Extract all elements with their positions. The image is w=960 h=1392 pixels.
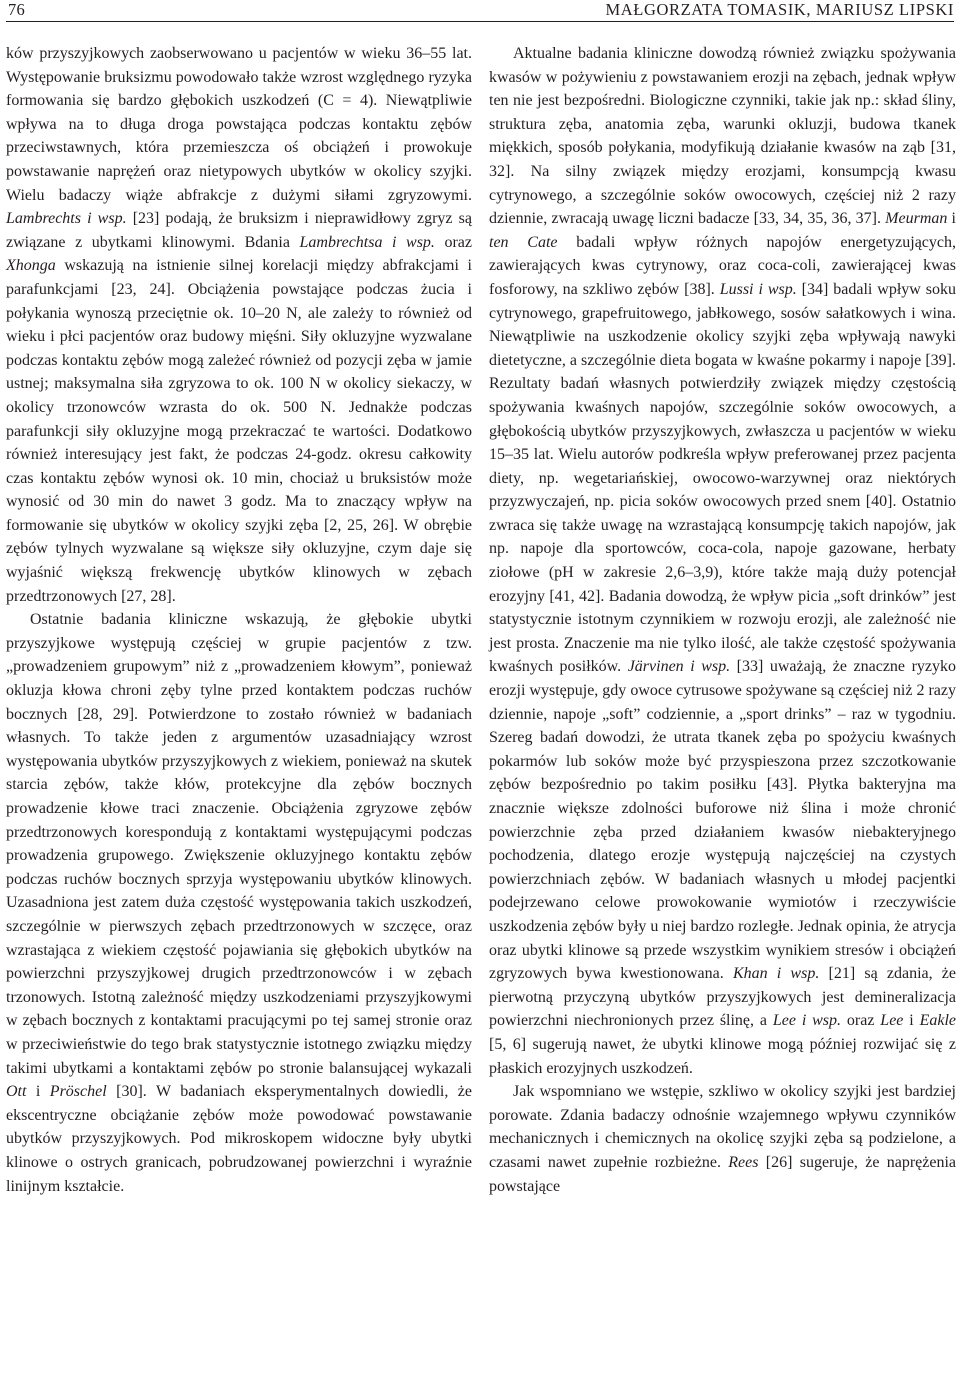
- text-run: wskazują na istnienie silnej korelacji między abfrakcjami i parafunkcjami [23, 24]. Obciążenia powstające podczas żucia i połykania wynoszą przeciętnie ok. 10–20 N, ale zależy to również od wieku i płci pacjentów oraz budowy mięśni. Siły okluzyjne wyzwalane podczas kontaktu zębów mogą zależeć również od pozycji zęba w jamie ustnej; maksymalna siła zgryzowa to ok. 100 N w okolicy siekaczy, w okolicy trzonowców wzrasta do ok. 500 N. Jednakże podczas parafunkcji siły okluzyjne mogą przekraczać te wartości. Dodatkowo również interesujący jest fakt, że podczas 24-godz. okresu całkowity czas kontaktu zębów wynosi ok. 10 min, chociaż u bruksistów może wynosić od 30 min do nawet 3 godz. Ma to znaczący wpływ na formowanie się ubytków w okolicy szyjki zęba [2, 25, 26]. W obrębie zębów tylnych wyzwalane są większe siły okluzyjne, czym daje się wyjaśnić większą frekwencję ubytków klinowych w zębach przedtrzonowych [27, 28].: [6, 257, 472, 605]
- text-run: oraz: [434, 233, 473, 251]
- text-run: [21] są zdania, że pierwotną przyczyną ubytków przyszyjkowych jest demineralizacja powierzchni niechronionych przez ślinę, a: [489, 965, 957, 1030]
- text-run: [5, 6] sugerują nawet, że ubytki klinowe mogą później rozwijać się z płaskich erozyjnych uszkodzeń.: [489, 1035, 956, 1077]
- text-run: [30]. W badaniach eksperymentalnych dowiedli, że ekscentryczne obciążanie zębów może powodować powstawanie ubytków przyszyjkowych. Pod mikroskopem widoczne były ubytki klinowe o ostrych granicach, pobrudzowanej powierzchni i wyraźnie linijnym kształcie.: [6, 1083, 472, 1195]
- text-run: i: [903, 1012, 920, 1030]
- text-run: i: [26, 1083, 50, 1101]
- citation-author: Pröschel: [49, 1083, 107, 1101]
- text-run: [26] sugeruje, że naprężenia powstające: [489, 1153, 956, 1195]
- text-run: ków przyszyjkowych zaobserwowano u pacjentów w wieku 36–55 lat. Występowanie bruksizmu powodowało także wzrost względnego ryzyka formowania się bardzo głębokich uszkodzeń (C = 4). Niewątpliwie wpływa na to długa droga powstająca podczas kontaktu zębów przeciwstawnych, która przemieszcza oś obciążeń i prowokuje powstawanie naprężeń oraz nietypowych ubytków w okolicy szyjki. Wielu badaczy wiąże abfrakcje z dużymi siłami zgryzowymi.: [6, 45, 472, 204]
- citation-author: Ott: [6, 1083, 27, 1101]
- citation-author: Järvinen i wsp.: [627, 658, 731, 676]
- citation-author: Lambrechts i wsp.: [6, 210, 127, 228]
- paragraph: [6, 42, 472, 608]
- header-rule: [6, 21, 954, 22]
- page-header: [8, 0, 954, 22]
- text-run: Jak wspomniano we wstępie, szkliwo w okolicy szyjki jest bardziej porowate. Zdania badaczy odnośnie wzajemnego wpływu czynników mechanicznych i chemicznych na okolicę szyjki zęba są podzielone, a czasami nawet zupełnie rozbieżne.: [489, 1083, 956, 1171]
- paragraph: [489, 42, 956, 1080]
- citation-author: ten Cate: [489, 233, 558, 251]
- citation-author: Lussi i wsp.: [719, 280, 797, 298]
- running-header-authors: MAŁGORZATA TOMASIK, MARIUSZ LIPSKI: [605, 0, 954, 19]
- page-number: 76: [8, 0, 25, 19]
- text-run: [34] badali wpływ soku cytrynowego, grapefruitowego, jabłkowego, sosów sałatkowych i wina. Niewątpliwie na uszkodzenie okolicy szyjki zęba wpływają nawyki dietetyczne, a szczególnie dieta bogata w kwaśne pokarmy i napoje [39]. Rezultaty badań własnych potwierdziły związek między częstością spożywania kwaśnych napojów, szczególnie soków owocowych, a głębokością ubytków przyszyjkowych, zwłaszcza u pacjentów w wieku 15–35 lat. Wielu autorów podkreśla wpływ preferowanej przez pacjenta diety, np. wegetariańskiej, owocowo-warzywnej oraz niektórych przyzwyczajeń, np. picia soków owocowych przed snem [40]. Ostatnio zwraca się także uwagę na wzrastającą konsumpcję takich napojów, jak np. napoje dla sportowców, coca-cola, napoje gazowane, herbaty ziołowe (pH w zakresie 2,6–3,9), które także mają duży potencjał erozyjny [41, 42]. Badania dowodzą, że wpływ picia „soft drinków” jest statystycznie istotnym czynnikiem w rozwoju erozji, ale zależność nie jest prosta. Znaczenie ma nie tylko ilość, ale także częstość spożywania kwaśnych posiłków.: [489, 280, 956, 676]
- citation-author: Eakle: [919, 1012, 956, 1030]
- citation-author: Lambrechtsa i wsp.: [299, 233, 435, 251]
- citation-author: Meurman: [885, 210, 948, 228]
- citation-author: Khan i wsp.: [732, 965, 820, 983]
- right-column: [489, 42, 956, 1198]
- text-run: badali wpływ różnych napojów energetyzujących, zawierających kwas cytrynowy, oraz coca-coli, zawierającej kwas fosforowy, na szkliwo zębów [38].: [489, 233, 956, 298]
- citation-author: Rees: [728, 1153, 759, 1171]
- text-run: oraz: [841, 1012, 881, 1030]
- citation-author: Lee: [880, 1012, 904, 1030]
- citation-author: Lee i wsp.: [772, 1012, 842, 1030]
- citation-author: Xhonga: [6, 257, 56, 275]
- left-column: [6, 42, 472, 1198]
- paragraph: [6, 608, 472, 1198]
- text-run: [23] podają, że bruksizm i nieprawidłowy zgryz są związane z ubytkami klinowymi. Bdania: [6, 210, 472, 251]
- paragraph: [489, 1080, 956, 1198]
- text-run: [33] uważają, że znaczne ryzyko erozji występuje, gdy owoce cytrusowe spożywane są częściej niż 2 razy dziennie, napoje „soft” codziennie, a „sport drinks” – raz w tygodniu. Szereg badań dowodzi, że utrata tkanek zęba po spożyciu kwaśnych pokarmów lub soków może być przyspieszona przez szczotkowanie zębów bezpośrednio po takim posiłku [43]. Płytka bakteryjna ma znacznie większe zdolności buforowe niż ślina i może chronić powierzchnie zęba przed działaniem kwasów niebakteryjnego pochodzenia, dlatego erozje występują najczęściej na czystych powierzchniach zębów. W badaniach własnych u młodej pacjentki podejrzewano celowe prowokowanie wymiotów i rzeczywiście uszkodzenia zębów były u niej bardzo rozległe. Jednak opinia, że atrycja oraz ubytki klinowe są przede wszystkim wynikiem stresów i obciążeń zgryzowych bywa kwestionowana.: [489, 658, 957, 983]
- text-run: i: [947, 210, 956, 228]
- text-run: Ostatnie badania kliniczne wskazują, że głębokie ubytki przyszyjkowe występują częściej w grupie pacjentów z tzw. „prowadzeniem grupowym” niż z „prowadzeniem kłowym”, ponieważ okluzja kłowa chroni zęby tylne przed kontaktem podczas ruchów bocznych [28, 29]. Potwierdzone to zostało również w badaniach własnych. To także jeden z argumentów uzasadniający wzrost występowania ubytków przyszyjkowych z wiekiem, ponieważ na skutek starcia zębów, także kłów, protekcyjne dla zębów bocznych prowadzenie kłowe traci znaczenie. Obciążenia zgryzowe zębów przedtrzonowych korespondują z kontaktami występującymi podczas prowadzenia grupowego. Zwiększenie okluzyjnego kontaktu zębów podczas ruchów bocznych sprzyja występowaniu ubytków klinowych. Uzasadniona jest zatem duża częstość występowania takich uszkodzeń, szczególnie w pierwszych zębach przedtrzonowych w szczęce, oraz wzrastająca z wiekiem częstość pojawiania się głębokich ubytków na powierzchni przyszyjkowej drugich przedtrzonowców i w zębach trzonowych. Istotną zależność między uszkodzeniami przyszyjkowymi w zębach bocznych z kontaktami pracującymi po tej samej stronie oraz w przeciwieństwie do tego brak statystycznie istotnego związku między takimi ubytkami a kontaktami zębów po stronie balansującej wykazali: [6, 611, 472, 1077]
- text-run: Aktualne badania kliniczne dowodzą również związku spożywania kwasów w pożywieniu z powstawaniem erozji na zębach, jednak wpływ ten nie jest bezpośredni. Biologiczne czynniki, takie jak np.: skład śliny, struktura zęba, anatomia zęba, warunki okluzji, budowa tkanek miękkich, sposób połykania, modyfikują działanie kwasów na ząb [31, 32]. Na silny związek między erozjami, konsumpcją kwasu cytrynowego, a szczególnie soków owocowych, częściej niż 2 razy dziennie, zwracają uwagę liczni badacze [33, 34, 35, 36, 37].: [489, 45, 956, 228]
